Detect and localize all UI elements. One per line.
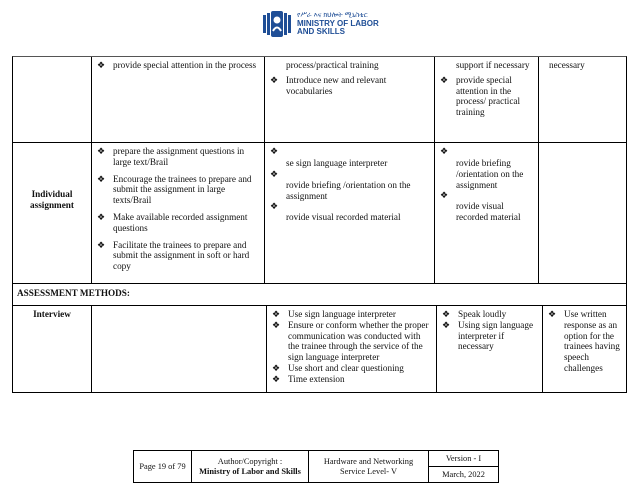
row-label-individual-assignment: Individual assignment — [13, 143, 92, 283]
logo-line-1: MINISTRY OF LABOR — [297, 18, 379, 28]
table-cell — [435, 57, 539, 142]
list-item: ❖ Use written response as an option for the trainees having speech challenges — [548, 309, 620, 373]
assessment-methods-heading: ASSESSMENT METHODS: — [17, 288, 130, 298]
list-item: ❖ Use short and clear questioning — [272, 362, 404, 373]
list-item: ❖ prepare the assignment questions in large text/Brail — [97, 146, 245, 167]
table-row — [13, 306, 626, 392]
ministry-emblem-icon — [262, 9, 292, 39]
table-cell — [543, 306, 626, 392]
empty-bullet: ❖ — [270, 146, 279, 156]
empty-bullet: ❖ — [270, 168, 279, 179]
table-row — [13, 143, 626, 284]
logo-amharic-text: የሥራ እና ክህሎት ሚኒስቴር — [297, 11, 368, 19]
title-line-1: Hardware and Networking — [323, 456, 414, 466]
list-item: ❖ Introduce new and relevant vocabularies — [270, 74, 387, 96]
accommodation-table — [12, 56, 627, 393]
footer-title — [309, 451, 429, 482]
list-item: rovide visual recorded material — [286, 212, 401, 223]
table-row — [13, 284, 626, 306]
page-footer — [133, 450, 499, 483]
list-item: se sign language interpreter — [286, 158, 388, 168]
list-item: ❖ Using sign language interpreter if necessary — [442, 319, 534, 352]
cell-text: necessary — [549, 60, 585, 70]
empty-bullet: ❖ — [440, 146, 449, 156]
logo-line-2: AND SKILLS — [297, 27, 345, 36]
table-cell — [539, 57, 626, 142]
table-cell — [265, 143, 435, 283]
list-item: ❖ Time extension — [272, 373, 345, 384]
author-label: Author/Copyright : — [217, 456, 283, 466]
list-item: ❖ provide special attention in the process/ practical training — [440, 74, 521, 118]
version-label: Version - I — [429, 451, 498, 467]
list-item: ❖ Speak loudly — [442, 309, 507, 319]
list-item: rovide visual recorded material — [456, 201, 521, 223]
table-row — [13, 57, 626, 143]
table-cell — [92, 57, 265, 142]
table-cell — [437, 306, 543, 392]
list-item: rovide briefing /orientation on the assignment — [286, 179, 411, 201]
table-cell — [265, 57, 435, 142]
ministry-logo — [262, 8, 379, 40]
table-cell — [267, 306, 437, 392]
version-date: March, 2022 — [442, 469, 485, 479]
list-item: ❖ Facilitate the trainees to prepare and submit the assignment in soft or hard copy — [97, 239, 250, 272]
list-item: ❖ Encourage the trainees to prepare and submit the assignment in large texts/Brail — [97, 173, 252, 206]
row-label-interview: Interview — [13, 306, 92, 392]
footer-version — [429, 451, 498, 482]
footer-author — [192, 451, 309, 482]
table-cell — [539, 143, 626, 283]
table-cell — [92, 306, 267, 392]
table-cell — [435, 143, 539, 283]
empty-bullet: ❖ — [270, 201, 279, 212]
list-item: rovide briefing /orientation on the assignment — [456, 158, 524, 190]
list-item: ❖ Use sign language interpreter — [272, 309, 396, 319]
list-item-continued: support if necessary — [456, 60, 530, 70]
table-cell — [13, 57, 92, 142]
list-item-continued: process/practical training — [286, 60, 379, 70]
author-name: Ministry of Labor and Skills — [199, 466, 301, 476]
list-item: ❖ provide special attention in the process — [97, 60, 257, 70]
page-number: Page 19 of 79 — [134, 451, 192, 482]
table-cell — [92, 143, 265, 283]
title-line-2: Service Level- V — [339, 466, 398, 476]
list-item: ❖ Ensure or conform whether the proper communication was conducted with the trainee through the service of the sign language interpreter — [272, 319, 429, 363]
list-item: ❖ Make available recorded assignment questions — [97, 211, 248, 233]
empty-bullet: ❖ — [440, 190, 449, 201]
